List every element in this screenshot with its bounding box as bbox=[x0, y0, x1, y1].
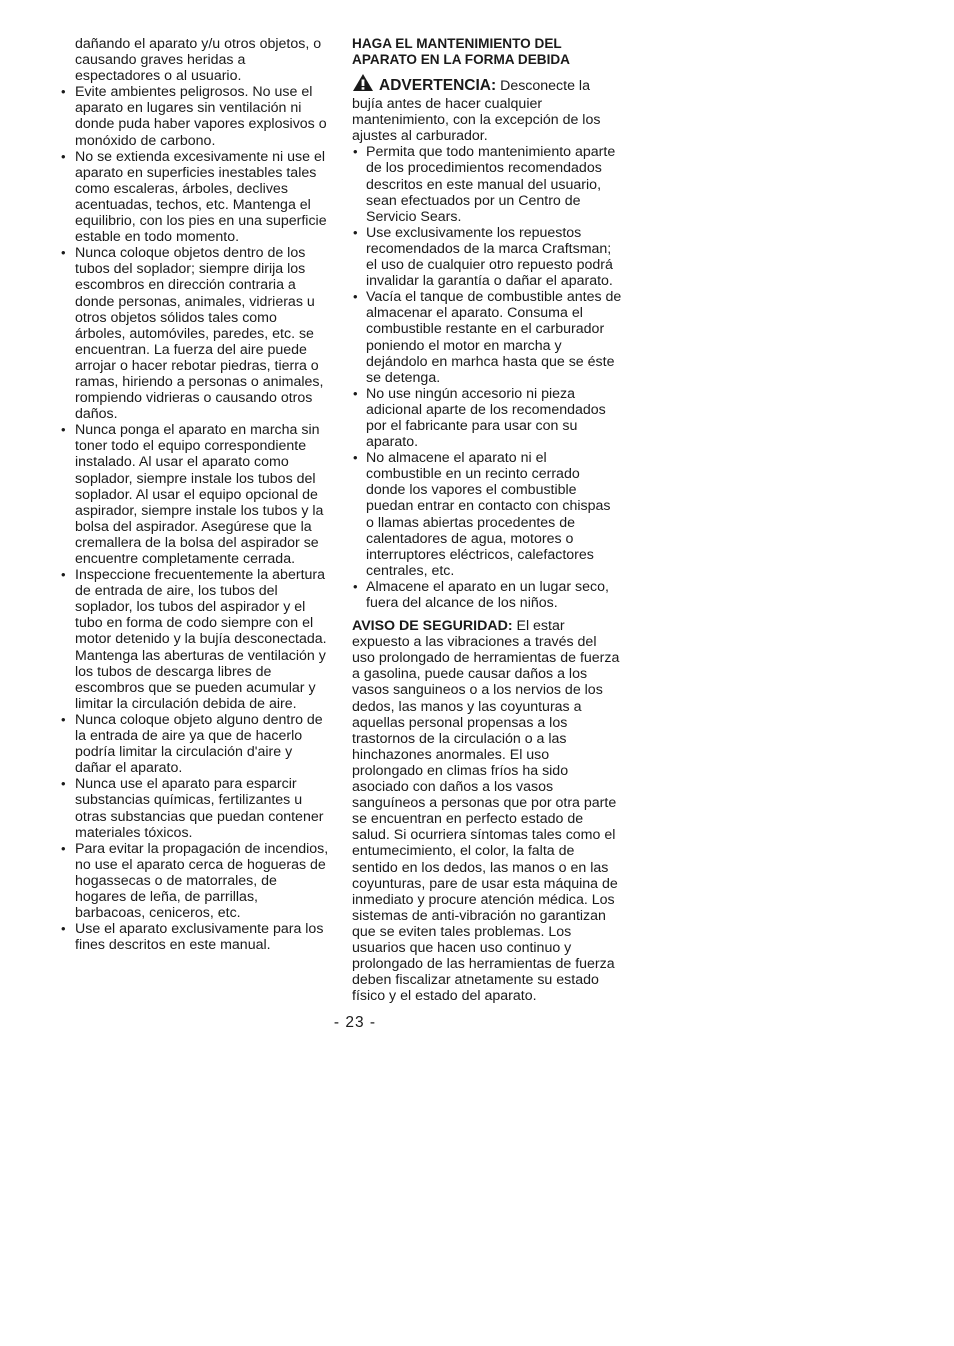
list-item: • No se extienda excesivamente ni use el aparato en superficies inestables tales como escaleras, árboles, declives acentuadas, techos, etc. Mantenga el equilibrio, con los pies en una superficie estable en todo momento. bbox=[58, 149, 330, 246]
list-item: • No almacene el aparato ni el combustible en un recinto cerrado donde los vapores el combustible puedan entrar en contacto con chispas o llamas abiertas procedentes de calentadores de agua, motores o interruptores eléctricos, calefactores centrales, etc. bbox=[352, 450, 622, 579]
warning-triangle-icon bbox=[352, 73, 374, 96]
right-column bbox=[352, 36, 622, 1004]
list-item: • Vacía el tanque de combustible antes de almacenar el aparato. Consuma el combustible restante en el carburador poniendo el motor en marcha y dejándolo en marhca hasta que se éste se detenga. bbox=[352, 289, 622, 386]
list-item: • Evite ambientes peligrosos. No use el aparato en lugares sin ventilación ni donde puda haber vapores explosivos o monóxido de carbono. bbox=[58, 84, 330, 148]
page-number: - 23 - bbox=[333, 1014, 377, 1031]
warning-paragraph bbox=[352, 73, 622, 144]
safety-notice-label: AVISO DE SEGURIDAD: bbox=[352, 618, 513, 635]
list-item: • Inspeccione frecuentemente la abertura de entrada de aire, los tubos del soplador, los tubos del aspirador y el tubo en forma de codo siempre con el motor detenido y la bujía desconectada. Mantenga las aberturas de ventilación y los tubos de descarga libres de escombros que se pueden acumular y limitar la circulación debida de aire. bbox=[58, 567, 330, 712]
list-item: • Almacene el aparato en un lugar seco, fuera del alcance de los niños. bbox=[352, 579, 622, 611]
list-item: • Use exclusivamente los repuestos recomendados de la marca Craftsman; el uso de cualquier otro repuesto podrá invalidar la garantía o dañar el aparato. bbox=[352, 225, 622, 289]
list-item: • Nunca use el aparato para esparcir substancias químicas, fertilizantes u otras substancias que puedan contener materiales tóxicos. bbox=[58, 776, 330, 840]
list-item: • Nunca coloque objetos dentro de los tubos del soplador; siempre dirija los escombros en dirección contraria a donde personas, animales, vidrieras u otros objetos sólidos tales como árboles, automóviles, paredes, etc. se encuentran. La fuerza del aire puede arrojar o hacer rebotar piedras, tierra o ramas, hiriendo a personas o animales, rompiendo vidrieras o causando otros daños. bbox=[58, 245, 330, 422]
safety-notice bbox=[352, 618, 622, 1004]
safety-notice-text: El estar expuesto a las vibraciones a través del uso prolongado de herramientas de fuerza a gasolina, puede causar daños a los vasos sanguineos o a los nervios de los dedos, las manos y las coyunturas a aquellas personal propensas a los trastornos de la circulación o a las hinchazones anormales. El uso prolongado en climas fríos ha sido asociado con daños a los vasos sanguíneos a personas que por otra parte se encuentran en perfecto estado de salud. Si ocurriera síntomas tales como el entumecimiento, el color, la falta de sentido en los dedos, las manos o en las coyunturas, pare de usar esta máquina de inmediato y procure atención médica. Los sistemas de anti-vibración no garantizan que se eviten tales problemas. Los usuarios que hacen uso continuo y prolongado de las herramientas de fuerza deben fiscalizar atnetamente su estado físico y el estado del aparato. bbox=[352, 618, 620, 1005]
section-heading: HAGA EL MANTENIMIENTO DEL APARATO EN LA FORMA DEBIDA bbox=[352, 36, 570, 67]
list-item: • No use ningún accesorio ni pieza adicional aparte de los recomendados por el fabricante para usar con su aparato. bbox=[352, 386, 622, 450]
list-item: • Permita que todo mantenimiento aparte de los procedimientos recomendados descritos en este manual del usuario, sean efectuados por un Centro de Servicio Sears. bbox=[352, 144, 622, 224]
list-item: • Nunca ponga el aparato en marcha sin toner todo el equipo correspondiente instalado. Al usar el aparato como soplador, siempre instale los tubos del soplador. Al usar el equipo opcional de aspirador, siempre instale los tubos y la bolsa del aspirador. Asegúrese que la cremallera de la bolsa del aspirador se encuentre completamente cerrada. bbox=[58, 422, 330, 567]
safety-list bbox=[58, 84, 330, 953]
list-item: • Use el aparato exclusivamente para los fines descritos en este manual. bbox=[58, 921, 330, 953]
warning-label: ADVERTENCIA: bbox=[379, 77, 497, 94]
intro-text: dañando el aparato y/u otros objetos, o causando graves heridas a espectadores o al usuario. bbox=[75, 36, 322, 85]
left-column bbox=[58, 36, 330, 953]
list-item: • Nunca coloque objeto alguno dentro de la entrada de aire ya que de hacerlo podría limitar la circulación d'aire y dañar el aparato. bbox=[58, 712, 330, 776]
maintenance-list bbox=[352, 144, 622, 611]
warning-text: Desconecte la bujía antes de hacer cualquier mantenimiento, con la excepción de los ajustes al carburador. bbox=[352, 78, 601, 145]
list-item: • Para evitar la propagación de incendios, no use el aparato cerca de hogueras de hogassecas o de matorrales, de hogares de leña, de parrillas, barbacoas, ceniceros, etc. bbox=[58, 841, 330, 921]
